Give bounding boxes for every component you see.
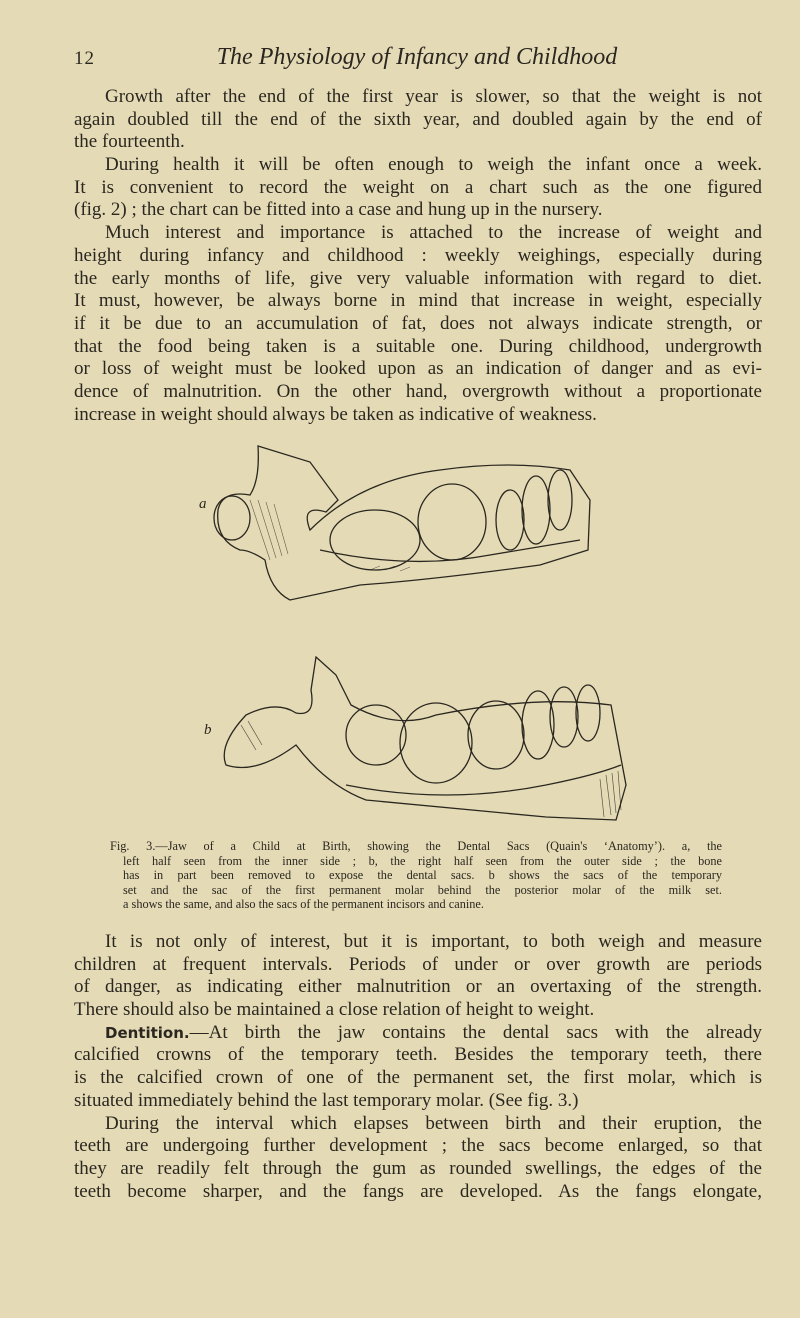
page-number: 12 (74, 48, 95, 69)
figure-label-b: b (204, 722, 212, 738)
text-line: if it be due to an accumulation of fat, does not always indicate strength, or (74, 312, 762, 334)
text-line: It must, however, be always borne in mind that increase in weight, especially (74, 290, 762, 312)
running-title: The Physiology of Infancy and Childhood (216, 44, 618, 70)
text-line: teeth become sharper, and the fangs are developed. As the fangs elongate, (74, 1180, 762, 1202)
figure-label-a: a (199, 496, 207, 512)
caption-line: left half seen from the inner side ; b, the right half seen from the outer side ; the bone (123, 853, 722, 868)
text-line: is the calcified crown of one of the permanent set, the first molar, which is (74, 1067, 762, 1089)
text-line: that the food being taken is a suitable one. During childhood, undergrowth (74, 335, 762, 357)
text-line: of danger, as indicating either malnutrition or an overtaxing of the strength. (74, 976, 762, 998)
top-text (74, 86, 762, 426)
text-line: children at frequent intervals. Periods of under or over growth are periods (74, 953, 762, 975)
text-run: —At birth the jaw contains the dental sacs with the already (189, 1021, 762, 1043)
text-line: increase in weight should always be taken as indicative of weakness. (74, 403, 597, 425)
text-line: dence of malnutrition. On the other hand, overgrowth without a proportionate (74, 380, 762, 402)
text-line: During the interval which elapses between birth and their eruption, the (105, 1112, 762, 1134)
text-line: or loss of weight must be looked upon as an indication of danger and as evi- (74, 358, 762, 380)
text-line: situated immediately behind the last temporary molar. (See fig. 3.) (74, 1089, 579, 1111)
text-line: (fig. 2) ; the chart can be fitted into a case and hung up in the nursery. (74, 199, 603, 221)
text-line: the early months of life, give very valuable information with regard to diet. (74, 267, 762, 289)
caption-line: set and the sac of the first permanent molar behind the posterior molar of the milk set. (123, 882, 722, 897)
text-line: It is not only of interest, but it is important, to both weigh and measure (105, 931, 762, 952)
bottom-text (74, 931, 762, 1203)
text-line: teeth are undergoing further development ; the sacs become enlarged, so that (74, 1135, 762, 1157)
caption-line: Fig. 3.—Jaw of a Child at Birth, showing the Dental Sacs (Quain's ‘Anatomy’). a, the (110, 839, 722, 853)
figure-caption (110, 839, 722, 912)
caption-line: has in part been removed to expose the dental sacs. b shows the sacs of the temporary (123, 868, 722, 882)
text-line: Much interest and importance is attached to the increase of weight and (105, 222, 762, 244)
text-line: the fourteenth. (74, 131, 185, 153)
jaw-illustration-b (216, 655, 646, 825)
section-heading-dentition: Dentition. (105, 1023, 190, 1042)
caption-line: a shows the same, and also the sacs of the permanent incisors and canine. (123, 897, 484, 911)
text-line: During health it will be often enough to weigh the infant once a week. (105, 154, 762, 176)
text-line: Growth after the end of the first year is slower, so that the weight is not (105, 86, 762, 107)
text-line: calcified crowns of the temporary teeth. Besides the temporary teeth, there (74, 1044, 762, 1066)
text-line: It is convenient to record the weight on a chart such as the one figured (74, 176, 762, 198)
dentition-first-line (74, 1022, 762, 1045)
text-line: again doubled till the end of the sixth year, and doubled again by the end of (74, 108, 762, 130)
text-line: they are readily felt through the gum as rounded swellings, the edges of the (74, 1157, 762, 1179)
jaw-illustration-a (210, 440, 620, 602)
text-line: height during infancy and childhood : weekly weighings, especially during (74, 244, 762, 266)
text-line: There should also be maintained a close relation of height to weight. (74, 999, 595, 1021)
